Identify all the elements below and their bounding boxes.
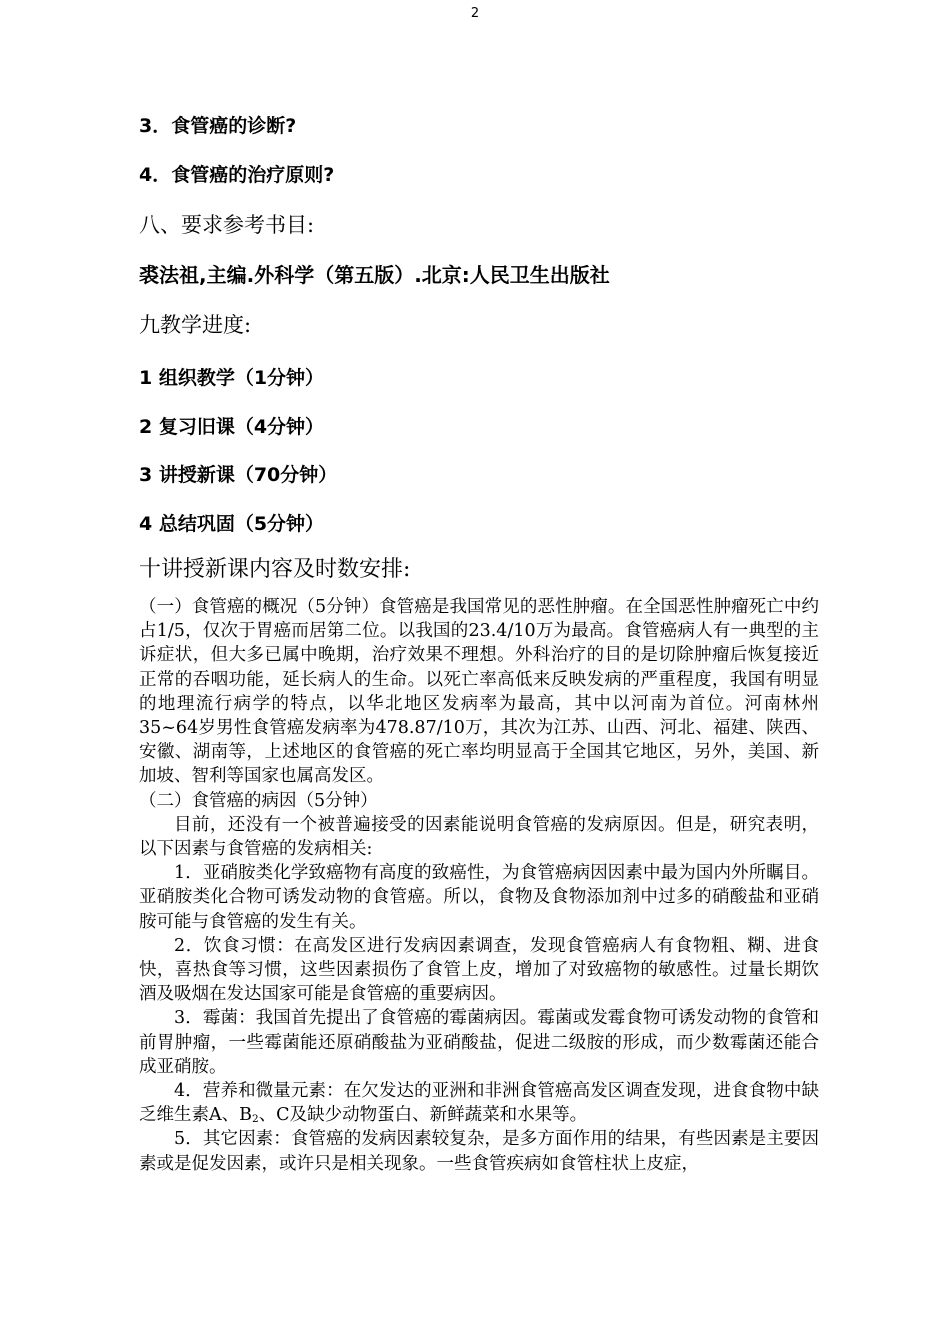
question-3: 3．食管癌的诊断?	[139, 115, 297, 137]
factor-3-paragraph: 3．霉菌：我国首先提出了食管癌的霉菌病因。霉菌或发霉食物可诱发动物的食管和前胃肿瘤，一些霉菌能还原硝酸盐为亚硝酸盐，促进二级胺的形成，而少数霉菌还能合成亚硝胺。	[139, 1008, 819, 1077]
etiology-heading: （二）食管癌的病因（5分钟）	[139, 790, 378, 811]
etiology-intro-paragraph: 目前，还没有一个被普遍接受的因素能说明食管癌的发病原因。但是，研究表明，以下因素与食管癌的发病相关:	[139, 814, 819, 860]
schedule-step-4: 4 总结巩固（5分钟）	[139, 513, 325, 535]
schedule-step-3: 3 讲授新课（70分钟）	[139, 464, 338, 486]
question-4: 4．食管癌的治疗原则?	[139, 164, 335, 186]
factor-4-text-end: 、C及缺少动物蛋白、新鲜蔬菜和水果等。	[258, 1105, 588, 1126]
overview-paragraph: （一）食管癌的概况（5分钟）食管癌是我国常见的恶性肿瘤。在全国恶性肿瘤死亡中约占1/5，仅次于胃癌而居第二位。以我国的23.4/10万为最高。食管癌病人有一典型的主诉症状，但大多已属中晚期，治疗效果不理想。外科治疗的目的是切除肿瘤后恢复接近正常的吞咽功能，延长病人的生命。以死亡率高低来反映发病的严重程度，我国有明显的地理流行病学的特点，以华北地区发病率为最高，其中以河南为首位。河南林州35~64岁男性食管癌发病率为478.87/10万，其次为江苏、山西、河北、福建、陕西、安徽、湖南等，上述地区的食管癌的死亡率均明显高于全国其它地区，另外，美国、新加坡、智利等国家也属高发区。	[139, 597, 819, 787]
lecture-body	[139, 595, 819, 1176]
factor-1-paragraph: 1．亚硝胺类化学致癌物有高度的致癌性，为食管癌病因因素中最为国内外所瞩目。亚硝胺类化合物可诱发动物的食管癌。所以，食物及食物添加剂中过多的硝酸盐和亚硝胺可能与食管癌的发生有关。	[139, 863, 819, 932]
schedule-heading: 九教学进度:	[139, 313, 252, 337]
page-number: 2	[470, 6, 480, 21]
factor-4-subscript: 2	[252, 1113, 259, 1126]
schedule-step-2: 2 复习旧课（4分钟）	[139, 416, 325, 438]
factor-2-paragraph: 2．饮食习惯：在高发区进行发病因素调查，发现食管癌病人有食物粗、糊、进食快，喜热食等习惯，这些因素损伤了食管上皮，增加了对致癌物的敏感性。过量长期饮酒及吸烟在发达国家可能是食管癌的重要病因。	[139, 935, 819, 1005]
factor-4-text: 4．营养和微量元素：在欠发达的亚洲和非洲食管癌高发区调查发现，进食食物中缺乏维生素A、B	[139, 1081, 819, 1126]
schedule-step-1: 1 组织教学（1分钟）	[139, 367, 325, 389]
references-heading: 八、要求参考书目:	[139, 213, 315, 237]
factor-4-paragraph	[139, 1079, 819, 1127]
lecture-heading: 十讲授新课内容及时数安排:	[139, 557, 411, 582]
factor-5-paragraph: 5．其它因素：食管癌的发病因素较复杂，是多方面作用的结果，有些因素是主要因素或是促发因素，或许只是相关现象。一些食管疾病如食管柱状上皮症，	[139, 1129, 819, 1174]
reference-book: 裘法祖,主编.外科学（第五版）.北京:人民卫生出版社	[139, 263, 610, 287]
